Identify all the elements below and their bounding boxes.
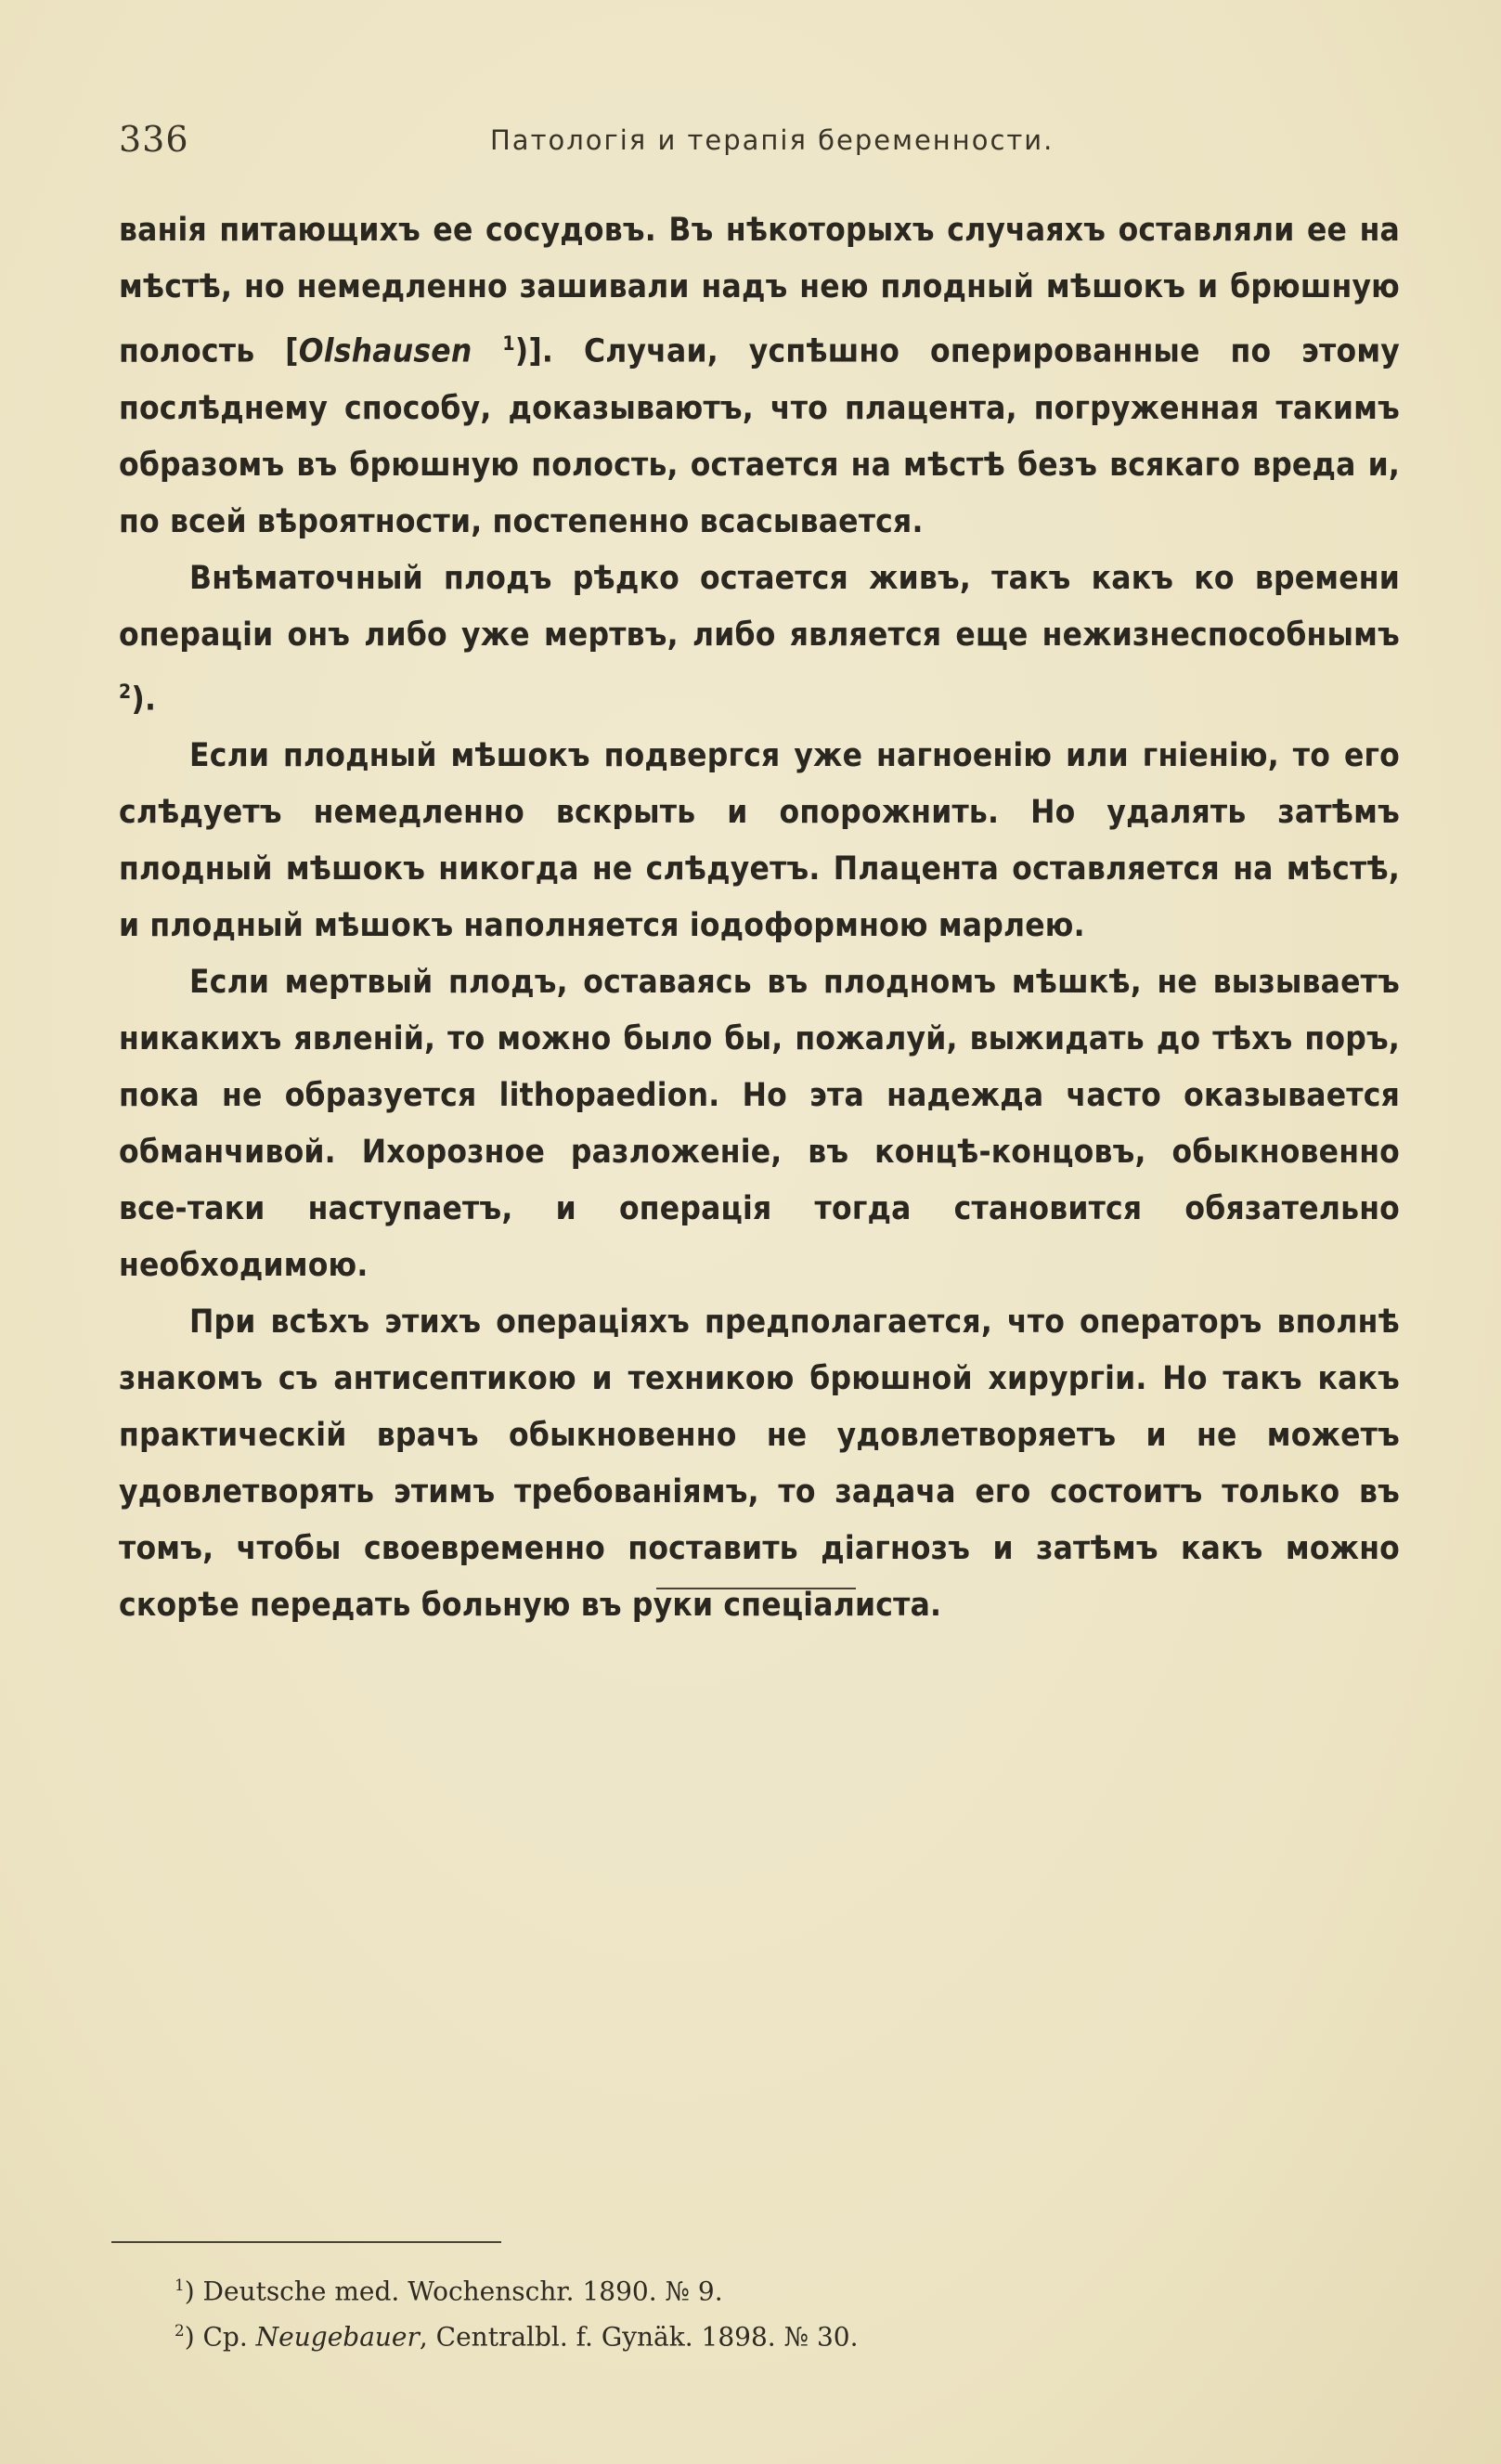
footnote-ref-1: 1: [502, 332, 515, 355]
footnotes: [175, 2265, 1288, 2357]
paragraph-5: При всѣхъ этихъ операціяхъ предполагается, что операторъ вполнѣ знакомъ съ антисептикою и техникою брюшной хирургіи. Но такъ какъ практическій врачъ обыкновенно не удовлетворяетъ и не можетъ удовлетворять этимъ требованіямъ, то задача его состоитъ только въ томъ, чтобы своевременно поставить діагнозъ и затѣмъ какъ можно скорѣе передать больную въ руки спеціалиста.: [119, 1303, 1400, 1625]
paragraph-2: [119, 551, 1400, 729]
running-title: Патологія и терапія беременности.: [490, 124, 1055, 156]
footnote-2-author: Neugebauer: [255, 2321, 420, 2353]
footnote-2-marker: 2: [175, 2321, 185, 2341]
paragraph-4: Если мертвый плодъ, оставаясь въ плодномъ мѣшкѣ, не вызываетъ никакихъ явленій, то можно было бы, пожалуй, выжидать до тѣхъ поръ, пока не образуется lithopaedion. Но эта надежда часто оказывается обманчивой. Ихорозное разложеніе, въ концѣ-концовъ, обыкновенно все-таки наступаетъ, и операція тогда становится обязательно необходимою.: [119, 964, 1400, 1285]
page-header: [119, 119, 1400, 165]
footnote-ref-2: 2: [119, 680, 132, 703]
footnote-rule: [111, 2241, 501, 2243]
section-separator: [656, 1588, 856, 1589]
footnote-1: [175, 2265, 1288, 2311]
paragraph-1-text-before: ванія питающихъ ее сосудовъ. Въ нѣкоторыхъ случаяхъ оставляли ее на мѣстѣ, но немедленно зашивали надъ нею плодный мѣшокъ и брюшную полость [: [119, 212, 1400, 370]
paragraph-2-text-after: ).: [131, 681, 157, 719]
footnote-1-marker: 1: [175, 2276, 185, 2294]
page-number: 336: [119, 119, 189, 160]
footnote-1-text: ) Deutsche med. Wochenschr. 1890. № 9.: [184, 2276, 723, 2307]
footnote-2-prefix: ) Ср.: [184, 2321, 256, 2353]
paragraph-3: Если плодный мѣшокъ подвергся уже нагноенію или гніенію, то его слѣдуетъ немедленно вскрыть и опорожнить. Но удалять затѣмъ плодный мѣшокъ никогда не слѣдуетъ. Плацента оставляется на мѣстѣ, и плодный мѣшокъ наполняется іодоформною марлею.: [119, 737, 1400, 945]
footnote-2-text: , Centralbl. f. Gynäk. 1898. № 30.: [419, 2321, 859, 2353]
footnote-2: [175, 2311, 1288, 2356]
paragraph-1-text-after: )]. Случаи, успѣшно оперированные по этому послѣднему способу, доказываютъ, что плацента, погруженная такимъ образомъ въ брюшную полость, остается на мѣстѣ безъ всякаго вреда и, по всей вѣроятности, постепенно всасывается.: [119, 332, 1400, 540]
body-text: [119, 202, 1400, 1634]
author-olshausen: Olshausen: [298, 332, 472, 370]
paragraph-2-text-before: Внѣматочный плодъ рѣдко остается живъ, такъ какъ ко времени операціи онъ либо уже мертвъ, либо является еще нежизнеспособнымъ: [119, 559, 1400, 654]
paragraph-1: [119, 202, 1400, 551]
